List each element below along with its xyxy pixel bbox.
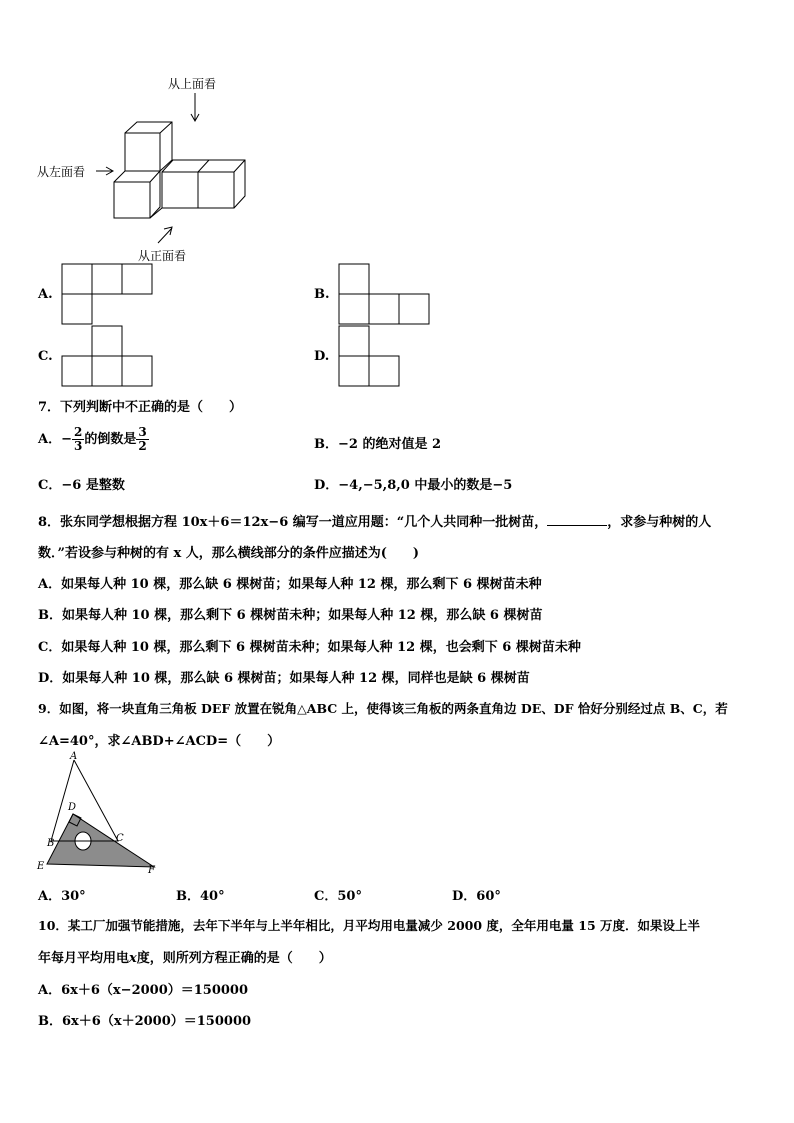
q7-a-prefix: − — [61, 432, 72, 447]
q8-option-a[interactable]: A．如果每人种 10 棵，那么缺 6 棵树苗；如果每人种 12 棵，那么剩下 6 棵树苗未种 — [38, 577, 542, 592]
triangle-figure — [30, 748, 170, 878]
point-f: F — [148, 865, 155, 876]
point-c: C — [116, 833, 124, 844]
q9-option-a[interactable]: A．30° — [38, 889, 86, 904]
q9-option-c[interactable]: C．50° — [314, 889, 362, 904]
q7-option-b[interactable]: B．−2 的绝对值是 2 — [314, 437, 442, 452]
q6-option-c[interactable]: C. — [38, 349, 53, 364]
q9-stem-line1: 9．如图，将一块直角三角板 DEF 放置在锐角△ABC 上，使得该三角板的两条直角边 DE、DF 恰好分别经过点 B、C，若 — [38, 701, 728, 716]
q9-stem-line2: ∠A=40°，求∠ABD+∠ACD=（ ） — [38, 734, 281, 749]
point-d: D — [68, 802, 77, 813]
q10-option-a[interactable]: A．6x＋6（x−2000）＝150000 — [38, 983, 249, 998]
q8-option-c[interactable]: C．如果每人种 10 棵，那么剩下 6 棵树苗未种；如果每人种 12 棵，也会剩下 6 棵树苗未种 — [38, 640, 581, 655]
q7-a-fraction-1: $\frac{2}{3}$ — [74, 425, 83, 453]
q9-option-b[interactable]: B．40° — [176, 889, 225, 904]
q7-a-fraction-2: $\frac{3}{2}$ — [138, 425, 147, 453]
q6-option-b[interactable]: B. — [314, 287, 330, 302]
view-left-label: 从左面看 — [37, 165, 86, 179]
q6-option-d[interactable]: D. — [314, 349, 330, 364]
cube-figure — [0, 0, 794, 260]
q8-stem-line2: 数．”若设参与种树的有 x 人，那么横线部分的条件应描述为( ) — [38, 546, 420, 561]
q7-option-a[interactable] — [38, 421, 149, 459]
q7-option-d[interactable]: D．−4,−5,8,0 中最小的数是−5 — [314, 478, 513, 493]
q7-a-label: A． — [38, 432, 62, 447]
q6-option-d-figure — [339, 326, 439, 396]
q8-stem-line1: 8．张东同学想根据方程 10x＋6＝12x−6 编写一道应用题：“几个人共同种一批树苗， ，求参与种树的人 — [38, 515, 712, 530]
q7-stem: 7．下列判断中不正确的是（ ） — [38, 400, 243, 415]
q9-option-d[interactable]: D．60° — [452, 889, 501, 904]
q10-stem-line2: 年每月平均用电x度，则所列方程正确的是（ ） — [38, 951, 332, 966]
q8-option-d[interactable]: D．如果每人种 10 棵，那么缺 6 棵树苗；如果每人种 12 棵，同样也是缺 6 棵树苗 — [38, 671, 530, 686]
q6-option-c-figure — [62, 326, 162, 396]
q8-blank[interactable] — [547, 513, 607, 526]
q10-stem-line1: 10．某工厂加强节能措施，去年下半年与上半年相比，月平均用电量减少 2000 度，全年用电量 15 万度．如果设上半 — [38, 918, 700, 933]
q10-option-b[interactable]: B．6x＋6（x＋2000）＝150000 — [38, 1014, 252, 1029]
view-top-label: 从上面看 — [168, 77, 217, 91]
point-a: A — [70, 751, 78, 762]
point-e: E — [37, 861, 45, 872]
q7-a-mid: 的倒数是 — [84, 432, 137, 447]
point-b: B — [47, 838, 55, 849]
view-front-label: 从正面看 — [138, 249, 187, 263]
q6-option-b-figure — [339, 264, 439, 334]
q6-option-a-figure — [62, 264, 162, 334]
q8-option-b[interactable]: B．如果每人种 10 棵，那么剩下 6 棵树苗未种；如果每人种 12 棵，那么缺 6 棵树苗 — [38, 608, 543, 623]
q7-option-c[interactable]: C．−6 是整数 — [38, 478, 125, 493]
q6-option-a[interactable]: A. — [38, 287, 53, 302]
